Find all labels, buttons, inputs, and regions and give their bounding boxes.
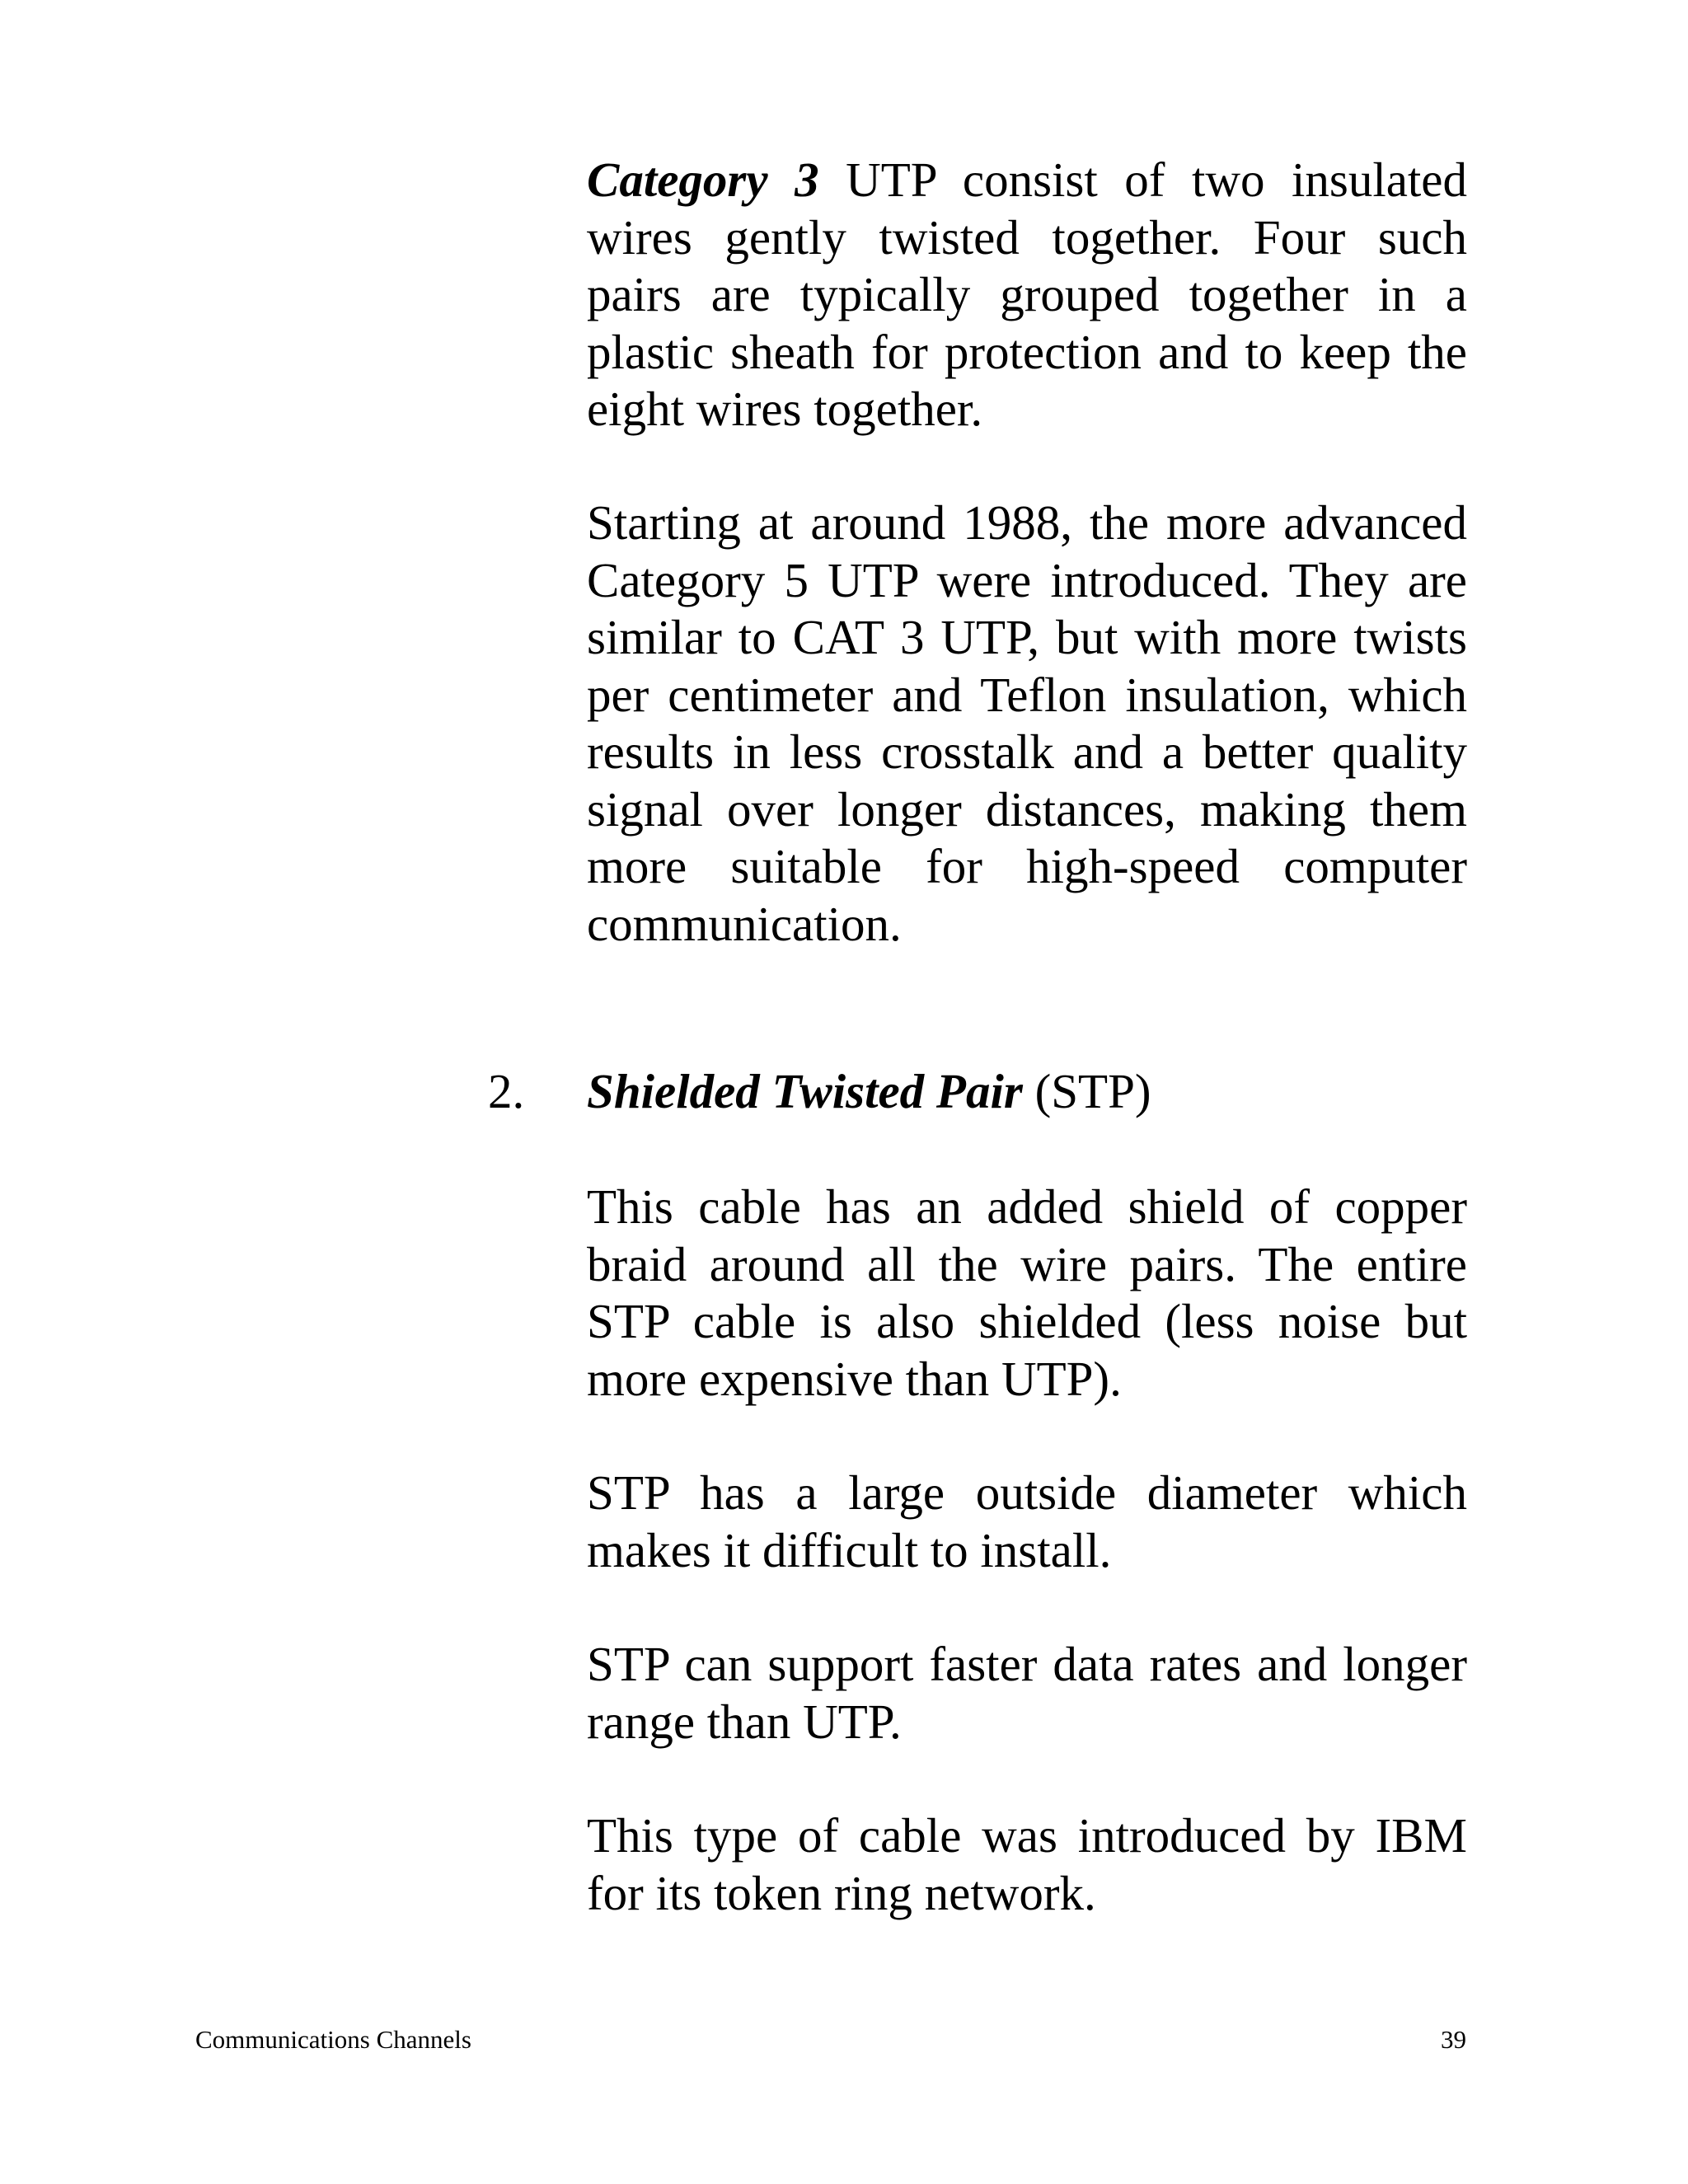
category-3-paragraph-block: [587, 152, 1467, 438]
category-5-paragraph: Starting at around 1988, the more advanced Category 5 UTP were introduced. They are similar to CAT 3 UTP, but with more twists per centimeter and Teflon insulation, which results in less crosstalk and a better quality signal over longer distances, making them more suitable for high-speed computer communication.: [587, 495, 1467, 951]
stp-shield-paragraph-block: [587, 1179, 1467, 1408]
category-5-paragraph-block: [587, 494, 1467, 953]
section-abbreviation: (STP): [1022, 1064, 1151, 1118]
section-number: 2.: [488, 1064, 525, 1118]
category-3-description: UTP consist of two insulated wires gently twisted together. Four such pairs are typically grouped together in a plastic sheath for protection and to keep the eight wires together.: [587, 152, 1467, 436]
stp-ibm-paragraph: This type of cable was introduced by IBM for its token ring network.: [587, 1808, 1467, 1920]
footer-page-number: 39: [1441, 2025, 1466, 2054]
stp-shield-paragraph: This cable has an added shield of copper braid around all the wire pairs. The entire STP cable is also shielded (less noise but more expensive than UTP).: [587, 1179, 1467, 1406]
stp-rates-paragraph-block: [587, 1636, 1467, 1750]
stp-rates-paragraph: STP can support faster data rates and longer range than UTP.: [587, 1637, 1467, 1749]
section-title: Shielded Twisted Pair: [587, 1064, 1023, 1118]
section-title-line: [587, 1063, 1151, 1121]
stp-diameter-paragraph: STP has a large outside diameter which makes it difficult to install.: [587, 1465, 1467, 1577]
category-3-term: Category 3: [587, 152, 819, 207]
stp-ibm-paragraph-block: [587, 1807, 1467, 1922]
footer-chapter-title: Communications Channels: [195, 2025, 471, 2054]
category-3-paragraph: [587, 152, 1467, 438]
stp-diameter-paragraph-block: [587, 1465, 1467, 1579]
